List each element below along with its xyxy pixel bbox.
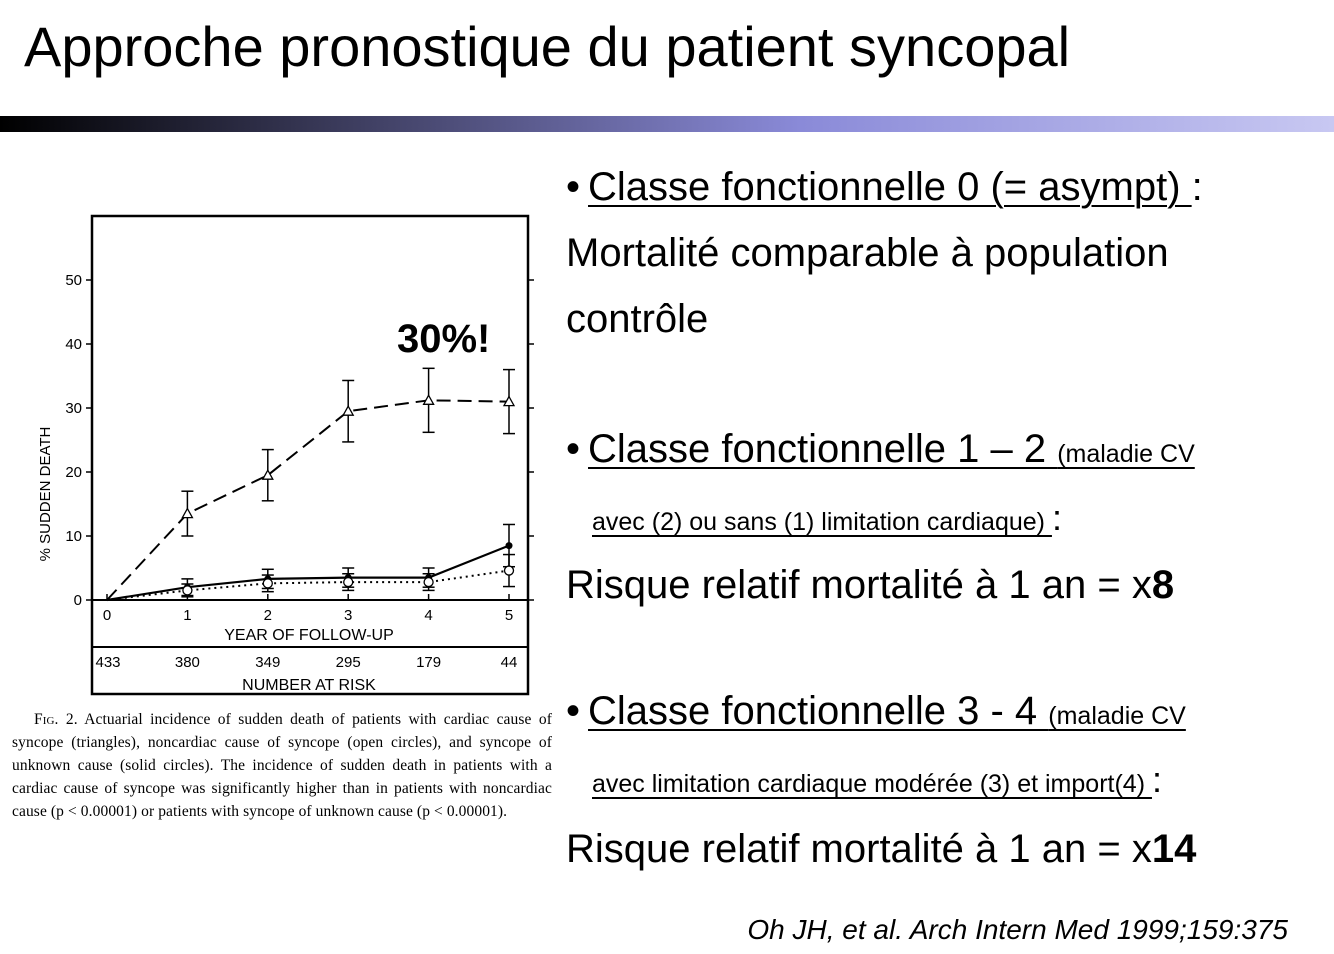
x-tick-label: 1 [183, 607, 192, 624]
x-tick-label: 4 [424, 607, 433, 624]
x-tick-label: 5 [504, 607, 514, 624]
bullet-class-1-2 [566, 426, 1195, 477]
data-point-triangle [182, 509, 192, 518]
figure-caption-label: Fig. 2. [34, 711, 78, 728]
series-triangle [107, 368, 515, 600]
bullet-class-0-line2: Mortalité comparable à population [566, 231, 1169, 275]
number-at-risk-value: 179 [416, 654, 442, 671]
figure-caption [12, 708, 552, 823]
bullet-dot: • [566, 427, 581, 471]
plot-frame [92, 216, 528, 694]
y-tick-label: 20 [65, 464, 82, 481]
y-tick-label: 0 [73, 592, 82, 609]
bullet-class-0-line3: contrôle [566, 297, 709, 341]
bullet-heading: Classe fonctionnelle 1 – 2 (maladie CV [588, 427, 1195, 471]
number-at-risk-value: 44 [500, 654, 518, 671]
number-at-risk-value: 295 [335, 654, 361, 671]
data-point-open-circle [183, 586, 192, 595]
y-tick-label: 10 [65, 528, 82, 545]
bullet-class-3-4-sub: avec limitation cardiaque modérée (3) et import(4) : [592, 759, 1162, 800]
x-tick-label: 2 [263, 607, 272, 624]
data-point-open-circle [505, 566, 514, 575]
bullet-class-1-2-result: Risque relatif mortalité à 1 an = x8 [566, 563, 1175, 607]
y-tick-label: 50 [65, 272, 82, 289]
data-point-open-circle [424, 578, 433, 587]
x-axis-label: YEAR OF FOLLOW-UP [224, 627, 394, 644]
series-solid-circle [107, 524, 515, 600]
bullet-dot: • [566, 165, 581, 209]
number-at-risk-value: 433 [95, 654, 121, 671]
x-tick-label: 3 [344, 607, 353, 624]
slide-title: Approche pronostique du patient syncopal [24, 15, 1071, 78]
bullet-heading: Classe fonctionnelle 3 - 4 (maladie CV [588, 689, 1186, 733]
data-point-open-circle [263, 579, 272, 588]
bullet-class-3-4-result: Risque relatif mortalité à 1 an = x14 [566, 827, 1197, 871]
bullet-class-1-2-sub: avec (2) ou sans (1) limitation cardiaque) : [592, 497, 1062, 538]
bullet-colon: : [1191, 165, 1203, 209]
sudden-death-chart [20, 200, 550, 700]
title-gradient-rule [0, 116, 1334, 132]
number-at-risk-value: 380 [174, 654, 200, 671]
bullet-class-0 [566, 164, 1203, 210]
data-point-solid-circle [506, 542, 513, 549]
bullet-heading: Classe fonctionnelle 0 (= asympt) [588, 165, 1192, 209]
y-tick-label: 30 [65, 400, 82, 417]
figure-caption-text: Actuarial incidence of sudden death of patients with cardiac cause of syncope (triangles), noncardiac cause of syncope (open circles), and syncope of unknown cause (solid circles). The incidence of sudden death in patients with a cardiac cause of syncope was significantly higher than in patients with noncardiac cause (p < 0.00001) or patients with syncope of unknown cause (p < 0.00001). [12, 711, 552, 820]
risk-axis-label: NUMBER AT RISK [242, 677, 376, 694]
y-axis-label: % SUDDEN DEATH [37, 426, 54, 562]
bullet-class-3-4 [566, 688, 1186, 739]
x-tick-label: 0 [102, 607, 112, 624]
chart-annotation: 30%! [397, 317, 491, 361]
number-at-risk-value: 349 [255, 654, 281, 671]
y-tick-label: 40 [65, 336, 82, 353]
series-line-open-circle [107, 571, 509, 600]
bullet-dot: • [566, 689, 581, 733]
citation: Oh JH, et al. Arch Intern Med 1999;159:375 [747, 914, 1288, 945]
data-point-triangle [343, 406, 353, 415]
data-point-open-circle [344, 578, 353, 587]
